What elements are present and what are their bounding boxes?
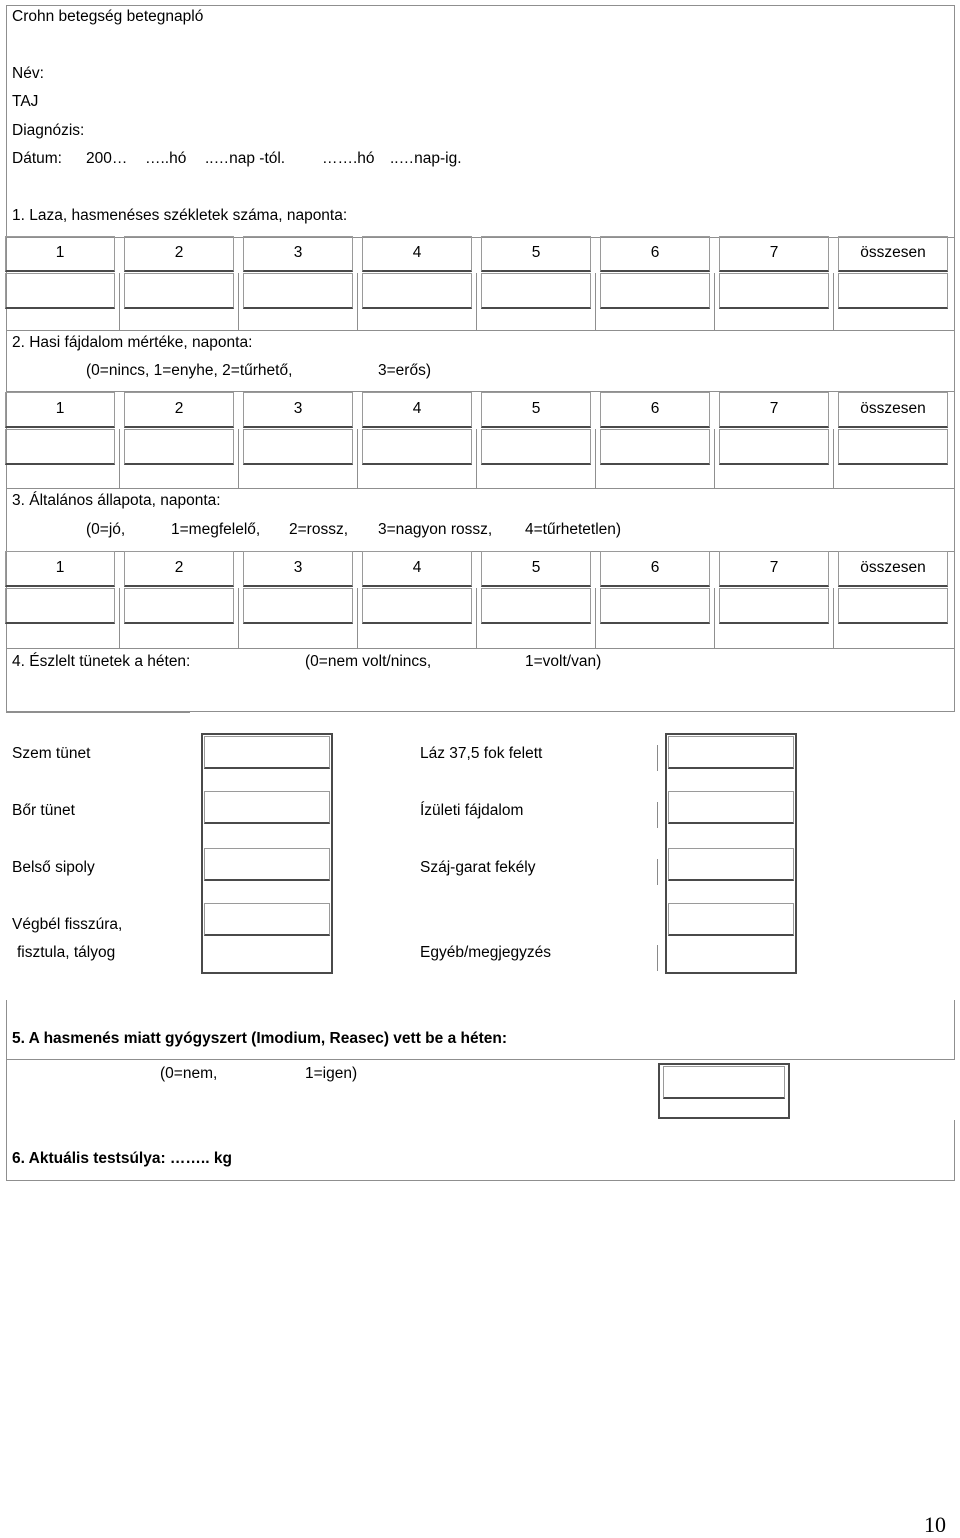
section1-column-divider: [357, 273, 358, 330]
section3-column-divider: [238, 588, 239, 648]
date-to-month: …….hó: [322, 150, 375, 167]
symptom-other-box[interactable]: [668, 903, 794, 936]
section2-column-divider: [833, 429, 834, 488]
section3-scale-0: (0=jó,: [86, 521, 126, 538]
date-to-day: ..…nap-ig.: [390, 150, 462, 167]
section1-header-8: összesen: [838, 236, 948, 272]
tick-mark: [657, 859, 658, 885]
section5-bottom-line: [6, 1180, 955, 1181]
date-year: 200…: [86, 150, 128, 167]
section3-column-divider: [357, 588, 358, 648]
tick-mark: [657, 945, 658, 971]
section2-header-1: 1: [5, 392, 115, 428]
section2-title: 2. Hasi fájdalom mértéke, naponta:: [12, 334, 253, 351]
section2-header-2: 2: [124, 392, 234, 428]
section1-header-6: 6: [600, 236, 710, 272]
section2-cell-7[interactable]: [719, 429, 829, 465]
section1-column-divider: [714, 273, 715, 330]
section3-header-3: 3: [243, 551, 353, 587]
section1-cell-3[interactable]: [243, 273, 353, 309]
section2-cell-5[interactable]: [481, 429, 591, 465]
taj-label: TAJ: [12, 93, 39, 110]
section2-header-4: 4: [362, 392, 472, 428]
section3-column-divider: [119, 588, 120, 648]
section2-header-7: 7: [719, 392, 829, 428]
section5-scale-b: 1=igen): [305, 1065, 358, 1082]
section2-header-8: összesen: [838, 392, 948, 428]
section3-scale-3: 3=nagyon rossz,: [378, 521, 493, 538]
section1-cell-5[interactable]: [481, 273, 591, 309]
section1-header-7: 7: [719, 236, 829, 272]
date-label: Dátum:: [12, 150, 62, 167]
section4-scale-b: 1=volt/van): [525, 653, 602, 670]
section3-column-divider: [595, 588, 596, 648]
section2-cell-1[interactable]: [5, 429, 115, 465]
section3-column-divider: [476, 588, 477, 648]
section1-cell-8[interactable]: [838, 273, 948, 309]
symptom-fissure-label: Végbél fisszúra,: [12, 916, 123, 933]
section2-cell-2[interactable]: [124, 429, 234, 465]
section1-column-divider: [238, 273, 239, 330]
symptom-fever-label: Láz 37,5 fok felett: [420, 745, 543, 762]
section1-column-divider: [476, 273, 477, 330]
section4-title: 4. Észlelt tünetek a héten:: [12, 653, 191, 670]
section3-header-2: 2: [124, 551, 234, 587]
tick-mark: [657, 802, 658, 828]
section6-right-edge: [954, 1120, 955, 1181]
form-title: Crohn betegség betegnapló: [12, 8, 204, 25]
section3-column-divider: [714, 588, 715, 648]
section1-header-5: 5: [481, 236, 591, 272]
section3-title: 3. Általános állapota, naponta:: [12, 492, 221, 509]
section1-header-3: 3: [243, 236, 353, 272]
section2-cell-6[interactable]: [600, 429, 710, 465]
section5-title: 5. A hasmenés miatt gyógyszert (Imodium, Reasec) vett be a héten:: [12, 1030, 507, 1047]
section3-cell-1[interactable]: [5, 588, 115, 624]
section2-header-6: 6: [600, 392, 710, 428]
medication-answer-box[interactable]: [663, 1066, 785, 1099]
tick-mark: [657, 745, 658, 771]
section1-cell-6[interactable]: [600, 273, 710, 309]
section3-scale-1: 1=megfelelő,: [171, 521, 261, 538]
section3-column-divider: [833, 588, 834, 648]
section3-scale-4: 4=tűrhetetlen): [525, 521, 622, 538]
section1-column-divider: [595, 273, 596, 330]
section5-scale-a: (0=nem,: [160, 1065, 218, 1082]
symptom-abscess-label: fisztula, tályog: [17, 944, 116, 961]
section1-cell-2[interactable]: [124, 273, 234, 309]
section2-cell-4[interactable]: [362, 429, 472, 465]
section2-scale-a: (0=nincs, 1=enyhe, 2=tűrhető,: [86, 362, 293, 379]
symptom-fistula-box[interactable]: [204, 848, 330, 881]
section1-cell-1[interactable]: [5, 273, 115, 309]
section6-weight: 6. Aktuális testsúlya: …….. kg: [12, 1150, 232, 1167]
section3-header-6: 6: [600, 551, 710, 587]
symptom-fever-box[interactable]: [668, 736, 794, 769]
symptom-skin-label: Bőr tünet: [12, 802, 75, 819]
header-frame: [6, 5, 955, 238]
section2-column-divider: [714, 429, 715, 488]
section2-column-divider: [357, 429, 358, 488]
section3-cell-5[interactable]: [481, 588, 591, 624]
section5-right-edge: [954, 1000, 955, 1060]
symptom-fissure-box[interactable]: [204, 903, 330, 936]
section2-cell-3[interactable]: [243, 429, 353, 465]
section2-header-5: 5: [481, 392, 591, 428]
section1-title: 1. Laza, hasmenéses székletek száma, naponta:: [12, 207, 348, 224]
section1-header-1: 1: [5, 236, 115, 272]
section1-header-2: 2: [124, 236, 234, 272]
symptom-skin-box[interactable]: [204, 791, 330, 824]
section3-header-4: 4: [362, 551, 472, 587]
section2-scale-b: 3=erős): [378, 362, 431, 379]
section1-cell-7[interactable]: [719, 273, 829, 309]
section5-left-edge: [6, 1000, 7, 1181]
section3-cell-8[interactable]: [838, 588, 948, 624]
section2-column-divider: [476, 429, 477, 488]
date-from-day: ..…nap -tól.: [205, 150, 286, 167]
section3-scale-2: 2=rossz,: [289, 521, 349, 538]
page-number: 10: [924, 1512, 946, 1537]
symptom-eye-label: Szem tünet: [12, 745, 91, 762]
name-label: Név:: [12, 65, 44, 82]
date-from-month: …..hó: [145, 150, 187, 167]
section5-title-underline: [6, 1059, 955, 1060]
section2-column-divider: [119, 429, 120, 488]
section4-underline: [6, 712, 190, 713]
section2-header-3: 3: [243, 392, 353, 428]
symptom-other-label: Egyéb/megjegyzés: [420, 944, 551, 961]
diagnosis-label: Diagnózis:: [12, 122, 85, 139]
section3-header-7: 7: [719, 551, 829, 587]
section1-column-divider: [119, 273, 120, 330]
section2-column-divider: [595, 429, 596, 488]
section3-header-1: 1: [5, 551, 115, 587]
symptom-mouth-ulcer-label: Száj-garat fekély: [420, 859, 536, 876]
section3-cell-7[interactable]: [719, 588, 829, 624]
symptom-fistula-label: Belső sipoly: [12, 859, 95, 876]
section2-cell-8[interactable]: [838, 429, 948, 465]
section3-cell-2[interactable]: [124, 588, 234, 624]
symptom-eye-box[interactable]: [204, 736, 330, 769]
section3-cell-4[interactable]: [362, 588, 472, 624]
section1-header-4: 4: [362, 236, 472, 272]
section1-column-divider: [833, 273, 834, 330]
section4-scale-a: (0=nem volt/nincs,: [305, 653, 432, 670]
section1-cell-4[interactable]: [362, 273, 472, 309]
symptom-mouth-ulcer-box[interactable]: [668, 848, 794, 881]
section3-cell-6[interactable]: [600, 588, 710, 624]
symptom-joint-pain-label: Ízületi fájdalom: [420, 802, 524, 819]
section2-column-divider: [238, 429, 239, 488]
section3-cell-3[interactable]: [243, 588, 353, 624]
section3-header-5: 5: [481, 551, 591, 587]
symptom-joint-pain-box[interactable]: [668, 791, 794, 824]
section3-header-8: összesen: [838, 551, 948, 587]
